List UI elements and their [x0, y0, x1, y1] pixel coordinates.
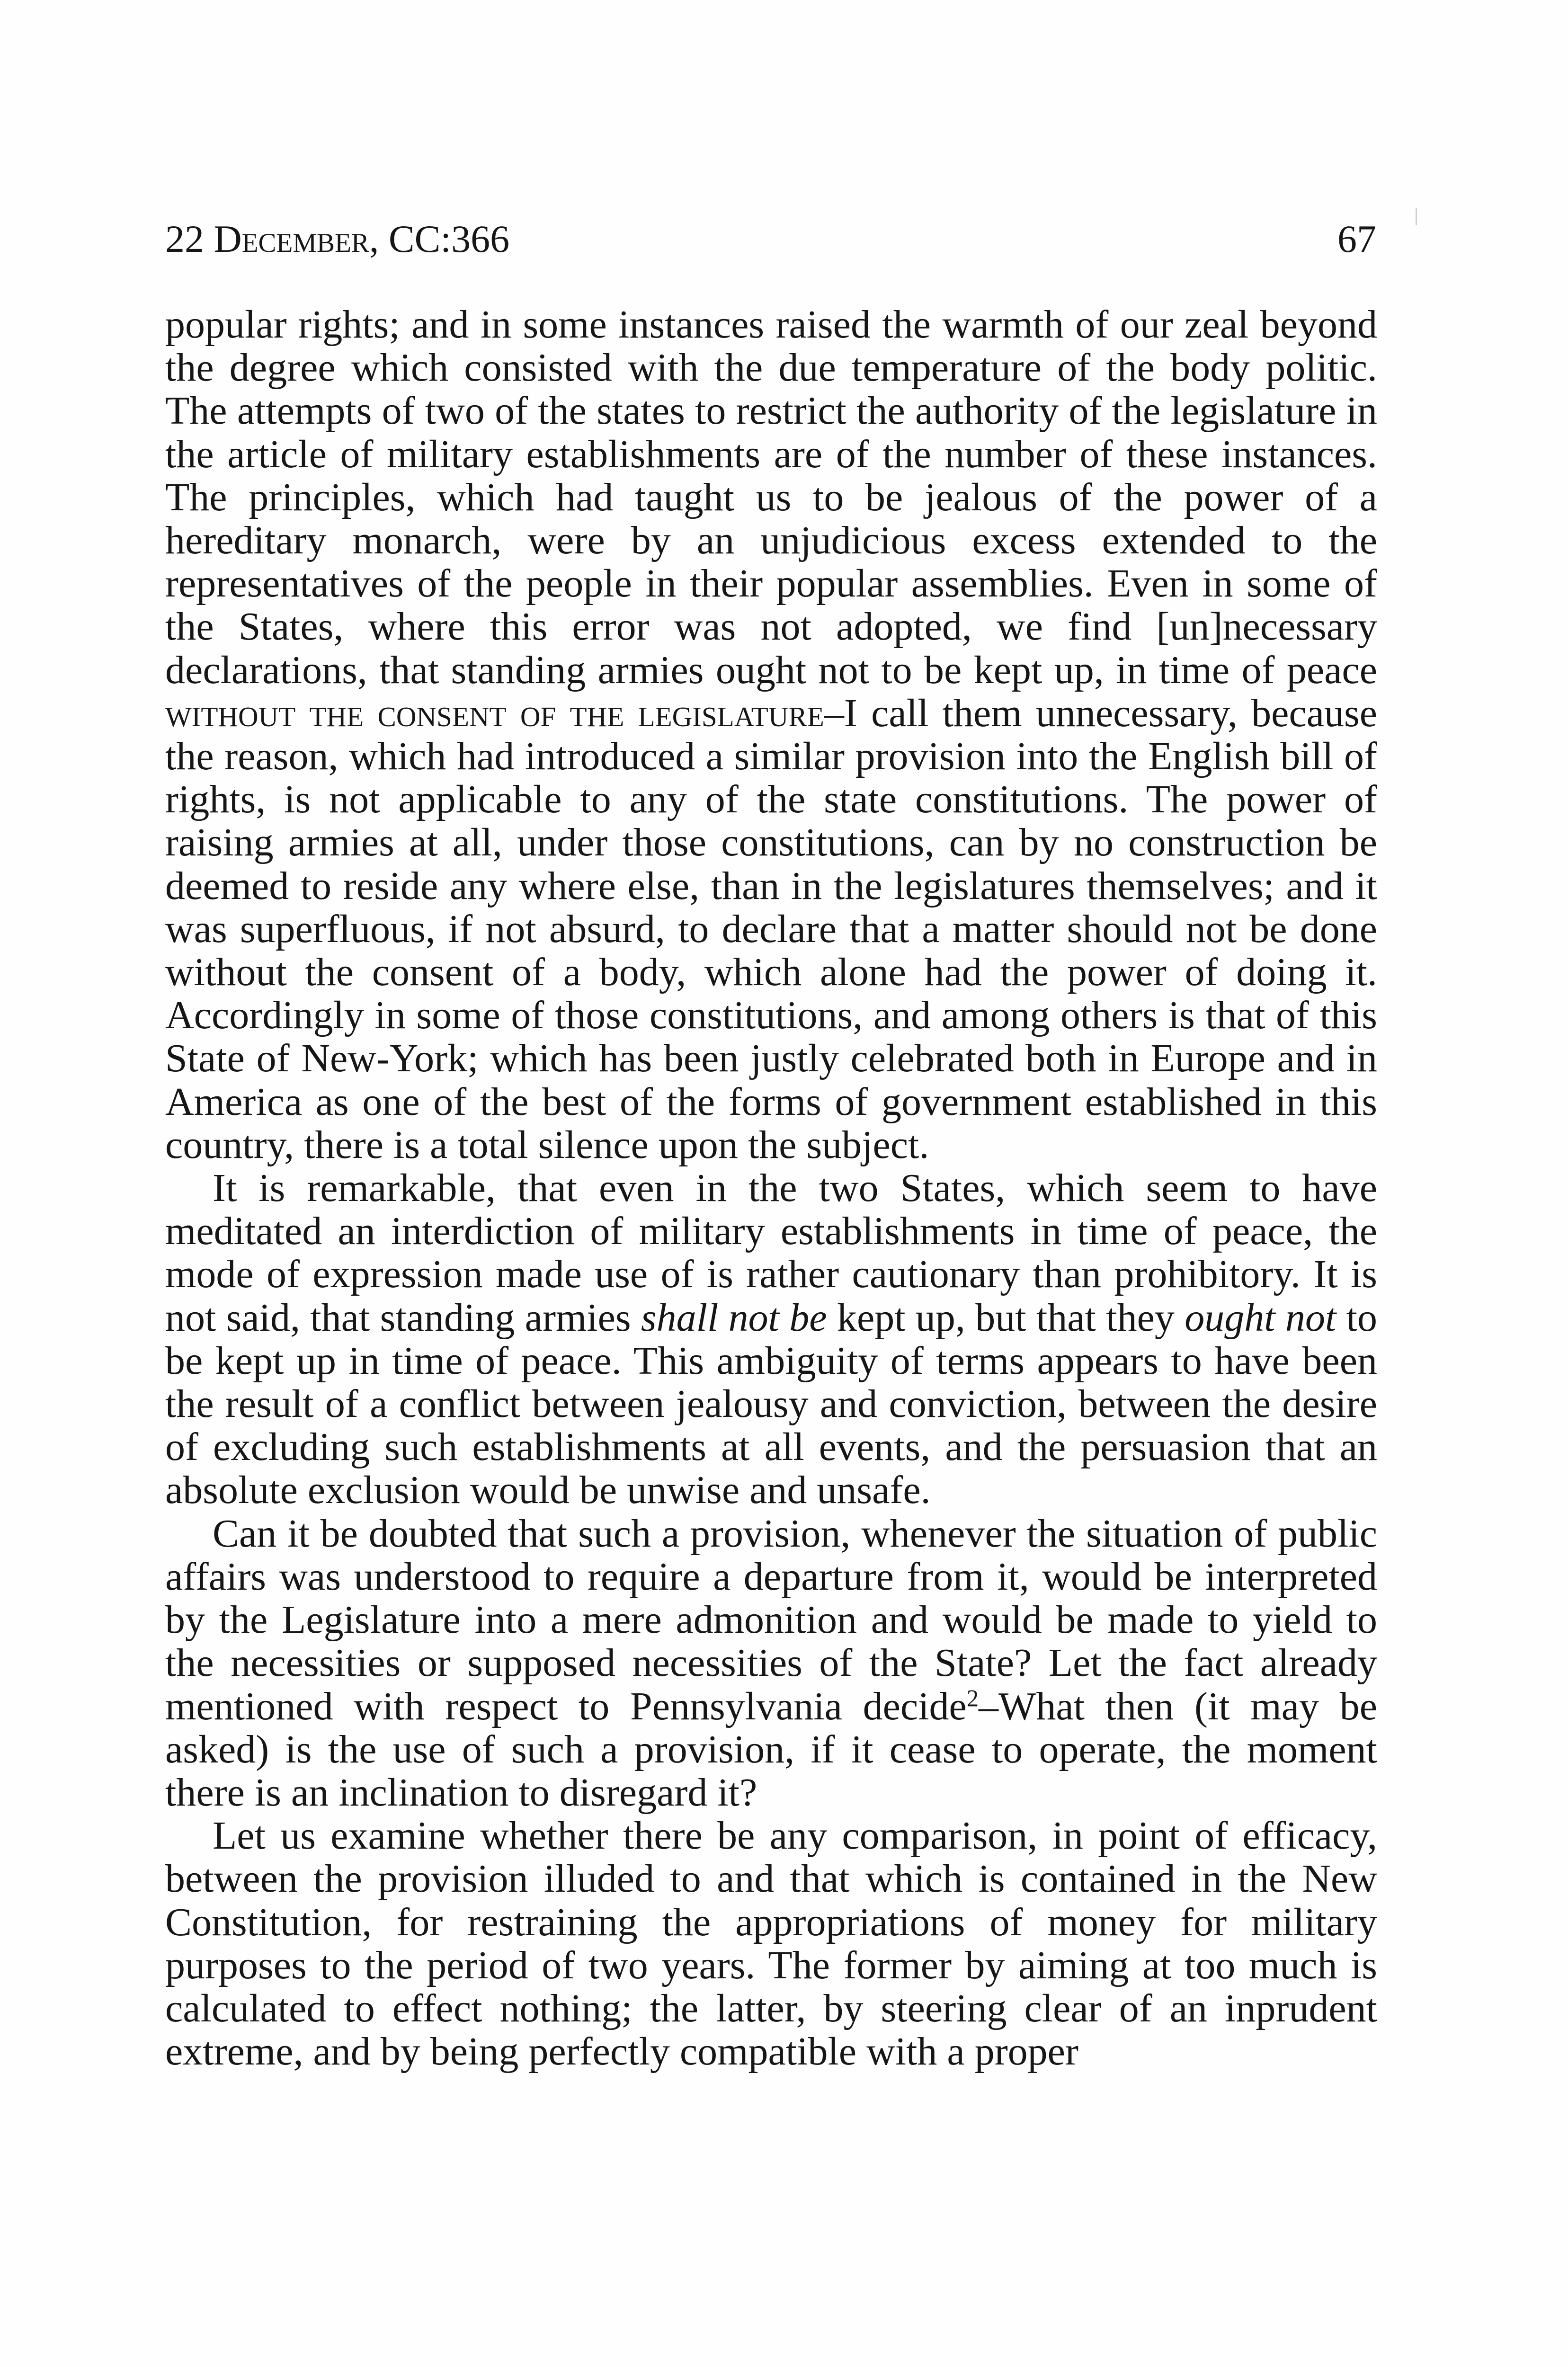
running-head-month: December: [214, 217, 369, 260]
paragraph-3-text-a: Can it be doubted that such a provision, whenever the situation of public affairs was understood to require a departure from it, would be interpreted by the Legislature into a mere admonition and would be made to yield to the necessities or supposed necessities of the State? Let the fact already mentioned with respect to Pennsylvania decide: [165, 1511, 1377, 1728]
paragraph-2-text-b: kept up, but that they: [827, 1295, 1185, 1340]
margin-mark: [1416, 208, 1417, 225]
paragraph-2-italic-ought-not: ought not: [1185, 1295, 1336, 1340]
running-head-left: [165, 215, 509, 263]
paragraph-1-text-b: –I call them unnecessary, because the reason, which had introduced a similar provision into the English bill of rights, is not applicable to any of the state constitutions. The power of raising armies at all, under those constitutions, can by no construction be deemed to reside any where else, than in the legislatures themselves; and it was superfluous, if not absurd, to declare that a matter should not be done without the consent of a body, which alone had the power of doing it. Accordingly in some of those constitutions, and among others is that of this State of New-York; which has been justly celebrated both in Europe and in America as one of the best of the forms of government established in this country, there is a total silence upon the subject.: [165, 691, 1377, 1167]
running-head-date-number: 22: [165, 217, 214, 260]
body-text: [165, 303, 1377, 2073]
paragraph-1-text-a: popular rights; and in some instances raised the warmth of our zeal beyond the degree which consisted with the due temperature of the body politic. The attempts of two of the states to restrict the authority of the legislature in the article of military establishments are of the number of these instances. The principles, which had taught us to be jealous of the power of a hereditary monarch, were by an unjudicious excess extended to the representatives of the people in their popular assemblies. Even in some of the States, where this error was not adopted, we find [un]necessary declarations, that standing armies ought not to be kept up, in time of peace: [165, 303, 1377, 692]
paragraph-2-italic-shall-not-be: shall not be: [641, 1295, 827, 1340]
paragraph-3: [165, 1512, 1377, 1814]
paragraph-2-text-a: It is remarkable, that even in the two States, which seem to have meditated an interdiction of military establishments in time of peace, the mode of expression made use of is rather cautionary than prohibitory. It is not said, that standing armies: [165, 1166, 1377, 1340]
footnote-reference: 2: [966, 1684, 979, 1711]
paragraph-2: [165, 1166, 1377, 1512]
paragraph-4: [165, 1814, 1377, 2073]
running-head-document-id: , CC:366: [369, 217, 510, 260]
paragraph-1-smallcaps-phrase: without the consent of the legislature: [165, 691, 824, 735]
page-number: 67: [1337, 217, 1376, 260]
paragraph-2-text-c: to be kept up in time of peace. This ambiguity of terms appears to have been the result of a conflict between jealousy and conviction, between the desire of excluding such establishments at all events, and the persuasion that an absolute exclusion would be unwise and unsafe.: [165, 1295, 1377, 1513]
paragraph-3-text-b: –What then (it may be asked) is the use of such a provision, if it cease to operate, the moment there is an inclination to disregard it?: [165, 1684, 1377, 1815]
paragraph-4-text: Let us examine whether there be any comparison, in point of efficacy, between the provision illuded to and that which is contained in the New Constitution, for restraining the appropriations of money for military purposes to the period of two years. The former by aiming at too much is calculated to effect nothing; the latter, by steering clear of an inprudent extreme, and by being perfectly compatible with a proper: [165, 1814, 1377, 2074]
paragraph-1: [165, 303, 1377, 1166]
